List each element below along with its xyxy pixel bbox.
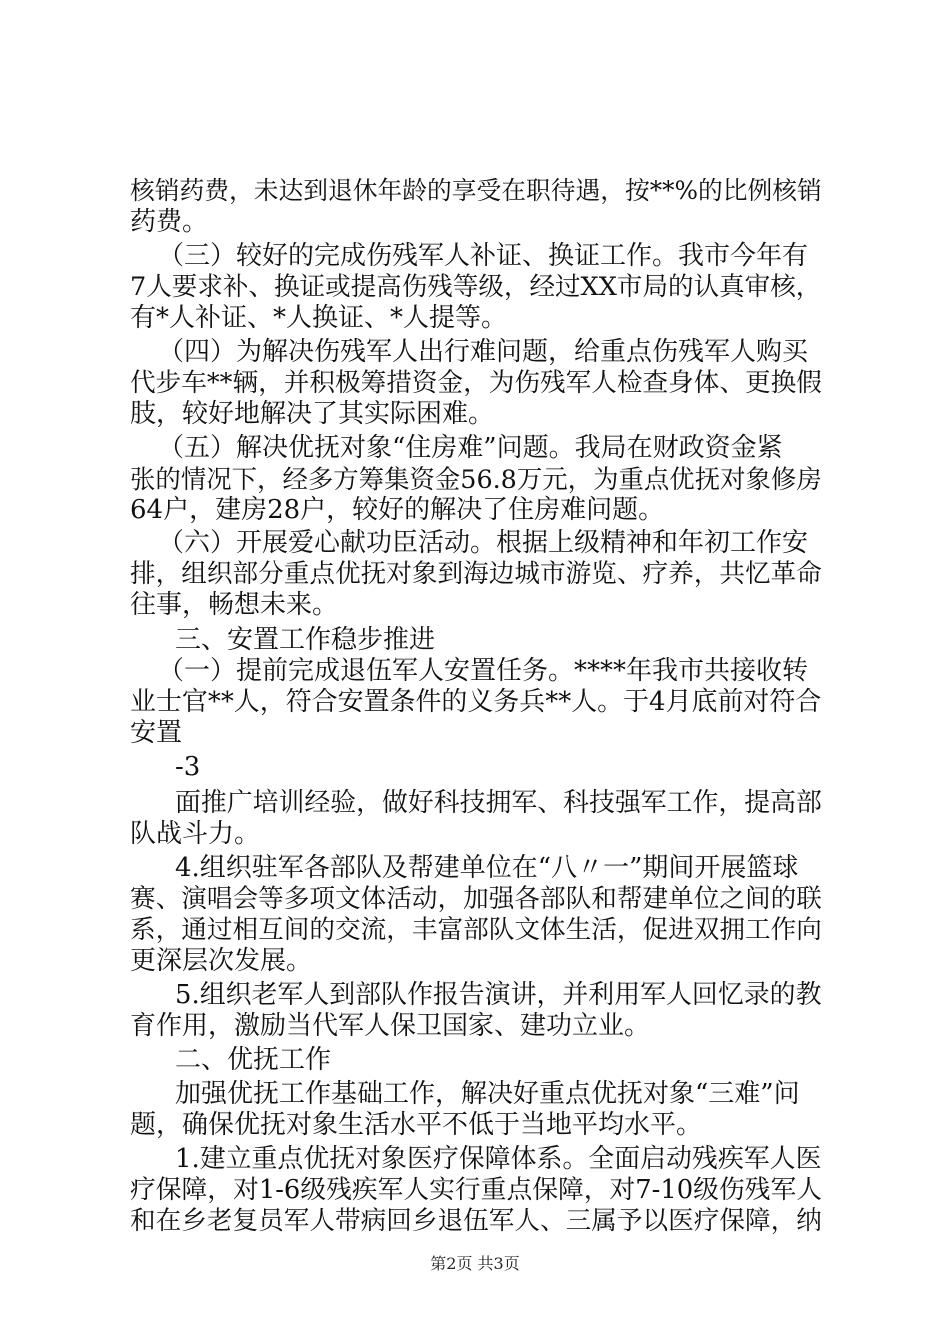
text-line: 1.建立重点优抚对象医疗保障体系。全面启动残疾军人医 [175,1144,822,1174]
text-line: 往事，畅想未来。 [130,590,339,620]
text-line: 安置 [130,718,183,748]
text-line: 更深层次发展。 [130,946,313,976]
text-line: 题，确保优抚对象生活水平不低于当地平均水平。 [130,1110,703,1140]
text-line: 核销药费，未达到退休年龄的享受在职待遇，按**%的比例核销 [130,176,822,205]
text-line: 7人要求补、换证或提高伤残等级，经过XX市局的认真审核， [130,272,822,302]
section-heading: 二、优抚工作 [175,1045,332,1075]
text-line: 代步车**辆，并积极筹措资金，为伤残军人检查身体、更换假 [130,368,822,398]
text-line: 系，通过相互间的交流，丰富部队文体生活，促进双拥工作向 [130,915,822,945]
text-line: 药费。 [130,207,209,237]
section-heading: 三、安置工作稳步推进 [175,625,436,655]
text-line: 赛、演唱会等多项文体活动，加强各部队和帮建单位之间的联 [130,884,822,914]
text-line: 加强优抚工作基础工作，解决好重点优抚对象“三难”问 [175,1079,800,1109]
text-line: 肢，较好地解决了其实际困难。 [130,399,495,429]
text-line: 队战斗力。 [130,819,261,849]
text-line: 有*人补证、*人换证、*人提等。 [130,303,508,333]
text-line: （六）开展爱心献功臣活动。根据上级精神和年初工作安 [158,528,809,558]
page-marker: -3 [175,752,201,782]
text-line: 5.组织老军人到部队作报告演讲，并利用军人回忆录的教 [175,980,822,1010]
text-line: 疗保障，对1-6级残疾军人实行重点保障，对7-10级伤残军人 [130,1175,822,1205]
text-line: （三）较好的完成伤残军人补证、换证工作。我市今年有 [158,241,809,271]
text-line: 育作用，激励当代军人保卫国家、建功立业。 [130,1011,651,1041]
text-line: 4.组织驻军各部队及帮建单位在“八〃一”期间开展篮球 [175,853,799,883]
text-line: 面推广培训经验，做好科技拥军、科技强军工作，提高部 [175,788,822,818]
text-line: 和在乡老复员军人带病回乡退伍军人、三属予以医疗保障，纳 [130,1206,822,1236]
page-footer: 第2页 共3页 [430,1254,520,1273]
text-line: 64户，建房28户，较好的解决了住房难问题。 [130,495,665,525]
text-line: （四）为解决伤残军人出行难问题，给重点伤残军人购买 [158,337,809,367]
text-line: 张的情况下，经多方筹集资金56.8万元，为重点优抚对象修房 [130,464,822,494]
text-line: 排，组织部分重点优抚对象到海边城市游览、疗养，共忆革命 [130,559,822,589]
text-line: （五）解决优抚对象“住房难”问题。我局在财政资金紧 [158,433,783,463]
text-line: 业士官**人，符合安置条件的义务兵**人。于4月底前对符合 [130,687,822,717]
text-line: （一）提前完成退伍军人安置任务。****年我市共接收转 [158,656,809,686]
